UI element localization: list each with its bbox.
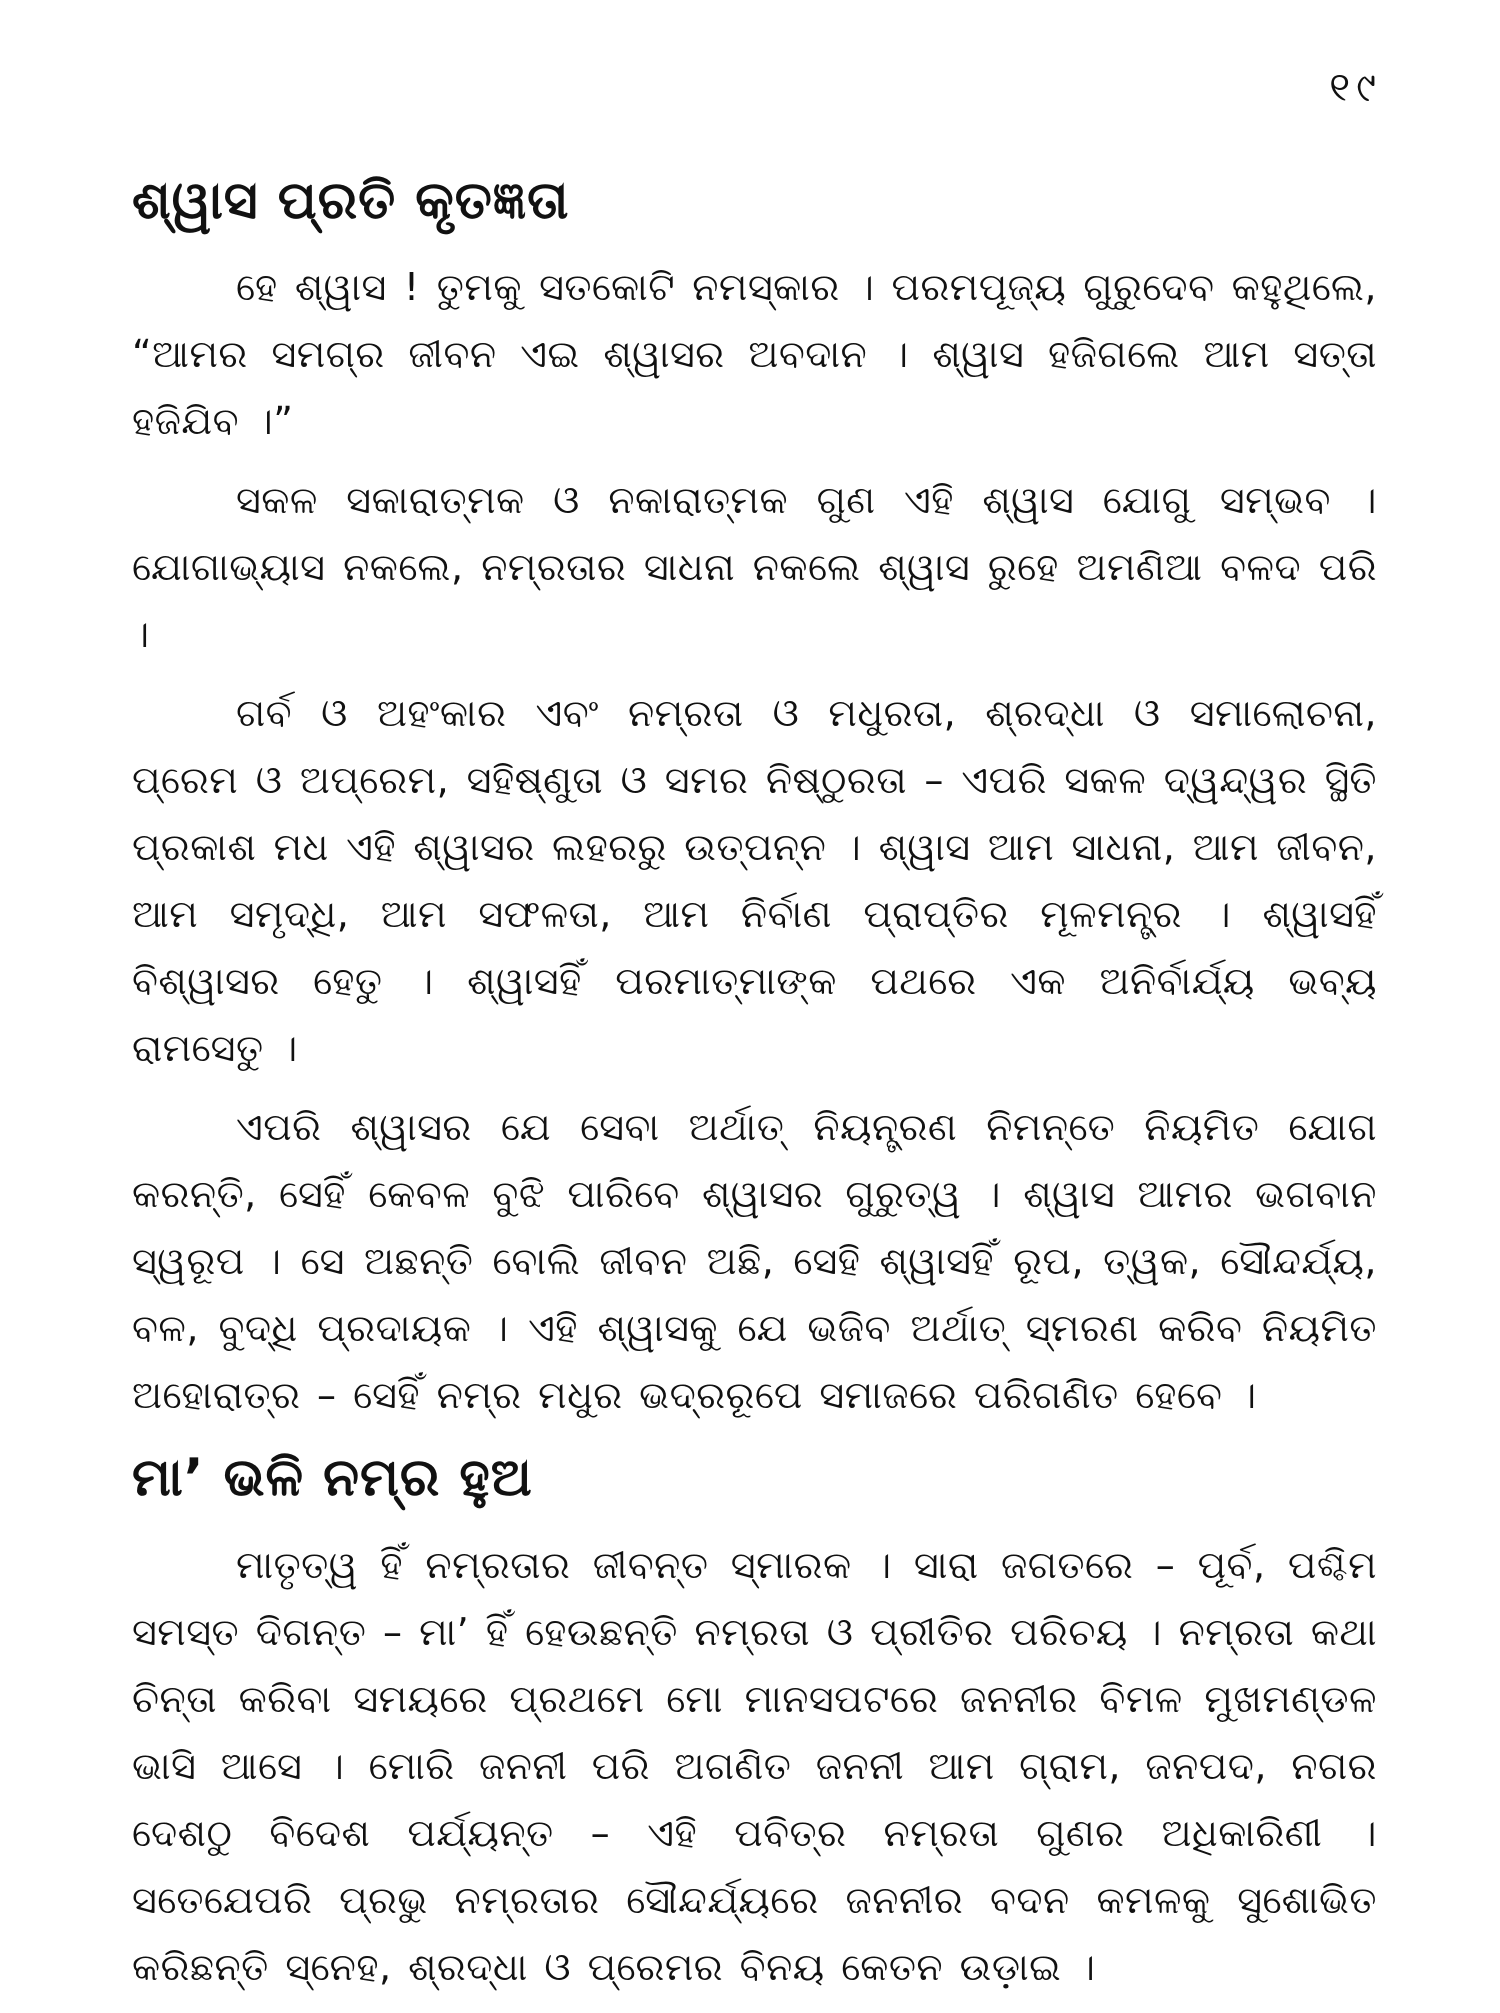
paragraph: ଗର୍ବ ଓ ଅହଂକାର ଏବଂ ନମ୍ରତା ଓ ମଧୁରତା, ଶ୍ରଦ୍ଧା ଓ ସମାଲୋଚନା, ପ୍ରେମ ଓ ଅପ୍ରେମ, ସହିଷ୍ଣୁତା ଓ ସମର ନିଷ୍ଠୁରତା – ଏପରି ସକଳ ଦ୍ୱନ୍ଦ୍ୱର ସ୍ଥିତି ପ୍ରକାଶ ମଧ ଏହି ଶ୍ୱାସର ଲହରରୁ ଉତ୍ପନ୍ନ । ଶ୍ୱାସ ଆମ ସାଧନା, ଆମ ଜୀବନ, ଆମ ସମୃଦ୍ଧି, ଆମ ସଫଳତା, ଆମ ନିର୍ବାଣ ପ୍ରାପ୍ତିର ମୂଳମନ୍ତ୍ର । ଶ୍ୱାସହିଁ ବିଶ୍ୱାସର ହେତୁ । ଶ୍ୱାସହିଁ ପରମାତ୍ମାଙ୍କ ପଥରେ ଏକ ଅନିର୍ବାର୍ଯ୍ୟ ଭବ୍ୟ ରାମସେତୁ ।: [132, 691, 1377, 1071]
paragraph: ସକଳ ସକାରାତ୍ମକ ଓ ନକାରାତ୍ମକ ଗୁଣ ଏହି ଶ୍ୱାସ ଯୋଗୁ ସମ୍ଭବ । ଯୋଗାଭ୍ୟାସ ନକଲେ, ନମ୍ରତାର ସାଧନା ନକଲେ ଶ୍ୱାସ ରୁହେ ଅମଣିଆ ବଳଦ ପରି ।: [132, 478, 1377, 657]
section-title-breath-gratitude: ଶ୍ୱାସ ପ୍ରତି କୃତଜ୍ଞତା: [132, 171, 570, 231]
paragraph: ଏପରି ଶ୍ୱାସର ଯେ ସେବା ଅର୍ଥାତ୍ ନିୟନ୍ତ୍ରଣ ନିମନ୍ତେ ନିୟମିତ ଯୋଗ କରନ୍ତି, ସେହିଁ କେବଳ ବୁଝି ପାରିବେ ଶ୍ୱାସର ଗୁରୁତ୍ୱ । ଶ୍ୱାସ ଆମର ଭଗବାନ ସ୍ୱରୂପ । ସେ ଅଛନ୍ତି ବୋଲି ଜୀବନ ଅଛି, ସେହି ଶ୍ୱାସହିଁ ରୂପ, ତ୍ୱକ, ସୌନ୍ଦର୍ଯ୍ୟ, ବଳ, ବୁଦ୍ଧି ପ୍ରଦାୟକ । ଏହି ଶ୍ୱାସକୁ ଯେ ଭଜିବ ଅର୍ଥାତ୍ ସ୍ମରଣ କରିବ ନିୟମିତ ଅହୋରାତ୍ର – ସେହିଁ ନମ୍ର ମଧୁର ଭଦ୍ରରୂପେ ସମାଜରେ ପରିଗଣିତ ହେବେ ।: [132, 1105, 1377, 1418]
paragraph: ହେ ଶ୍ୱାସ ! ତୁମକୁ ସତକୋଟି ନମସ୍କାର । ପରମପୂଜ୍ୟ ଗୁରୁଦେବ କହୁଥିଲେ, “ଆମର ସମଗ୍ର ଜୀବନ ଏଇ ଶ୍ୱାସର ଅବଦାନ । ଶ୍ୱାସ ହଜିଗଲେ ଆମ ସତ୍ତା ହଜିଯିବ ।”: [132, 265, 1377, 444]
page-content: [132, 170, 1377, 2013]
section-title-be-humble-like-mother: ମା’ ଭଳି ନମ୍ର ହୁଅ: [132, 1448, 533, 1509]
paragraph: ମାତୃତ୍ୱ ହିଁ ନମ୍ରତାର ଜୀବନ୍ତ ସ୍ମାରକ । ସାରା ଜଗତରେ – ପୂର୍ବ, ପଶ୍ଚିମ ସମସ୍ତ ଦିଗନ୍ତ – ମା’ ହିଁ ହେଉଛନ୍ତି ନମ୍ରତା ଓ ପ୍ରୀତିର ପରିଚୟ । ନମ୍ରତା କଥା ଚିନ୍ତା କରିବା ସମୟରେ ପ୍ରଥମେ ମୋ ମାନସପଟରେ ଜନନୀର ବିମଳ ମୁଖମଣ୍ଡଳ ଭାସି ଆସେ । ମୋରି ଜନନୀ ପରି ଅଗଣିତ ଜନନୀ ଆମ ଗ୍ରାମ, ଜନପଦ, ନଗର ଦେଶଠୁ ବିଦେଶ ପର୍ଯ୍ୟନ୍ତ – ଏହି ପବିତ୍ର ନମ୍ରତା ଗୁଣର ଅଧିକାରିଣୀ । ସତେଯେପରି ପ୍ରଭୁ ନମ୍ରତାର ସୌନ୍ଦର୍ଯ୍ୟରେ ଜନନୀର ବଦନ କମଳକୁ ସୁଶୋଭିତ କରିଛନ୍ତି ସ୍ନେହ, ଶ୍ରଦ୍ଧା ଓ ପ୍ରେମର ବିନୟ କେତନ ଉଡ଼ାଇ ।: [132, 1542, 1377, 1989]
page-number: ୧୯: [1329, 65, 1382, 111]
